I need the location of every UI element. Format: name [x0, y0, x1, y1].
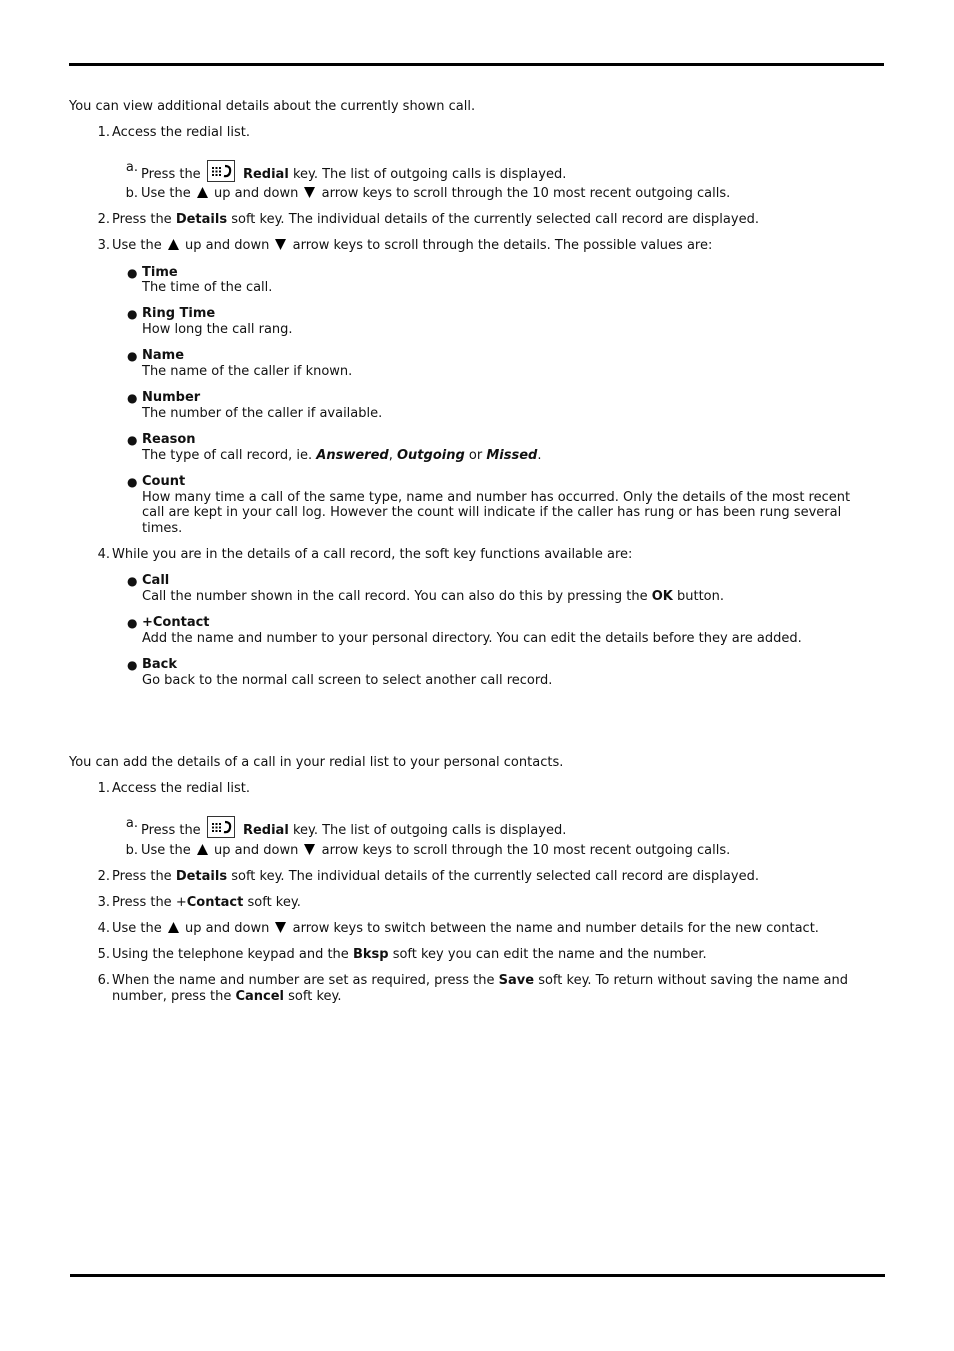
value-desc: The number of the caller if available.	[142, 406, 383, 421]
bullet-icon: ●	[127, 266, 138, 280]
substep-number: b.	[125, 186, 138, 201]
step-text	[112, 921, 819, 937]
missed-label: Missed	[486, 448, 538, 463]
term-label: Reason	[142, 432, 196, 447]
text-fragment: arrow keys to scroll through the 10 most recent outgoing calls.	[321, 843, 731, 858]
bullet-icon: ●	[127, 658, 138, 672]
step-number: 2.	[97, 212, 110, 227]
term-label: Back	[142, 657, 178, 672]
step-text	[112, 895, 301, 911]
value-term	[142, 390, 200, 406]
text-fragment: Use the	[141, 186, 191, 201]
value-term	[142, 432, 196, 448]
softkey-desc: Go back to the normal call screen to select another call record.	[142, 673, 553, 688]
text-fragment: key. The list of outgoing calls is displayed.	[292, 823, 567, 838]
text-fragment: ,	[388, 448, 393, 463]
text-fragment: The type of call record, ie.	[142, 448, 313, 463]
softkey-desc: Add the name and number to your personal directory. You can edit the details before they are added.	[142, 631, 802, 646]
bullet-icon: ●	[127, 307, 138, 321]
text-fragment: Using the telephone keypad and the	[112, 947, 349, 962]
value-term	[142, 265, 178, 281]
down-arrow-icon	[304, 844, 315, 855]
text-fragment: Press the +	[112, 895, 187, 910]
value-desc: times.	[142, 521, 183, 536]
softkey-term	[142, 573, 169, 589]
text-fragment: Press the	[112, 212, 172, 227]
bullet-icon: ●	[127, 349, 138, 363]
save-label: Save	[498, 973, 535, 988]
term-label: Ring Time	[142, 306, 216, 321]
text-fragment: soft key.	[247, 895, 301, 910]
substep-number: b.	[125, 843, 138, 858]
text-fragment: soft key. To return without saving the name and	[538, 973, 848, 988]
substep-text	[141, 816, 566, 839]
text-fragment: soft key.	[288, 989, 342, 1004]
section2-intro: You can add the details of a call in your redial list to your personal contacts.	[69, 755, 564, 770]
value-desc: How many time a call of the same type, name and number has occurred. Only the details of the most recent	[142, 490, 851, 505]
softkey-term	[142, 615, 210, 631]
value-term	[142, 474, 185, 490]
text-fragment: arrow keys to scroll through the 10 most recent outgoing calls.	[321, 186, 731, 201]
term-label: Call	[142, 573, 170, 588]
redial-label: Redial	[242, 167, 289, 182]
redial-label: Redial	[242, 823, 289, 838]
value-term	[142, 306, 215, 322]
step-text: Access the redial list.	[112, 781, 250, 796]
step-text	[112, 869, 759, 885]
bullet-icon: ●	[127, 475, 138, 489]
bullet-icon: ●	[127, 391, 138, 405]
text-fragment: When the name and number are set as required, press the	[112, 973, 495, 988]
bullet-icon: ●	[127, 616, 138, 630]
text-fragment: Press the	[141, 823, 201, 838]
redial-key-icon	[207, 160, 235, 182]
text-fragment: up and down	[185, 921, 270, 936]
text-fragment: Use the	[112, 238, 162, 253]
answered-label: Answered	[316, 448, 389, 463]
up-arrow-icon	[168, 239, 179, 250]
text-fragment: arrow keys to scroll through the details. The possible values are:	[292, 238, 713, 253]
term-label: Number	[142, 390, 201, 405]
step-text: While you are in the details of a call record, the soft key functions available are:	[112, 547, 633, 562]
step-text	[112, 238, 712, 254]
text-fragment: or	[468, 448, 483, 463]
section1-intro: You can view additional details about the currently shown call.	[69, 99, 476, 114]
down-arrow-icon	[275, 922, 286, 933]
softkey-desc	[142, 589, 724, 605]
down-arrow-icon	[275, 239, 286, 250]
substep-text	[141, 186, 730, 202]
ok-label: OK	[651, 589, 673, 604]
footer-rule	[70, 1274, 885, 1277]
text-fragment: soft key. The individual details of the currently selected call record are displayed.	[231, 212, 759, 227]
bullet-icon: ●	[127, 433, 138, 447]
step-number: 4.	[97, 547, 110, 562]
text-fragment: button.	[676, 589, 724, 604]
term-label: Time	[142, 265, 178, 280]
value-desc: The name of the caller if known.	[142, 364, 353, 379]
step-text	[112, 973, 848, 989]
term-label: Count	[142, 474, 186, 489]
up-arrow-icon	[197, 844, 208, 855]
text-fragment: Use the	[141, 843, 191, 858]
text-fragment: Call the number shown in the call record. You can also do this by pressing the	[142, 589, 648, 604]
down-arrow-icon	[304, 187, 315, 198]
text-fragment: .	[537, 448, 542, 463]
contact-label: Contact	[186, 895, 244, 910]
text-fragment: key. The list of outgoing calls is displayed.	[292, 167, 567, 182]
step-number: 5.	[97, 947, 110, 962]
value-desc: The time of the call.	[142, 280, 273, 295]
up-arrow-icon	[168, 922, 179, 933]
step-number: 1.	[97, 781, 110, 796]
details-label: Details	[175, 212, 228, 227]
outgoing-label: Outgoing	[397, 448, 465, 463]
value-term	[142, 348, 184, 364]
step-text	[112, 947, 707, 963]
step-text	[112, 989, 342, 1005]
cancel-label: Cancel	[235, 989, 285, 1004]
step-number: 2.	[97, 869, 110, 884]
details-label: Details	[175, 869, 228, 884]
value-desc: call are kept in your call log. However the count will indicate if the caller has rung or has been rung several	[142, 505, 842, 520]
substep-text	[141, 160, 566, 183]
text-fragment: Press the	[141, 167, 201, 182]
value-desc: How long the call rang.	[142, 322, 293, 337]
header-rule	[69, 63, 884, 66]
text-fragment: soft key. The individual details of the currently selected call record are displayed.	[231, 869, 759, 884]
text-fragment: up and down	[214, 843, 299, 858]
step-number: 3.	[97, 895, 110, 910]
text-fragment: up and down	[214, 186, 299, 201]
value-desc	[142, 448, 542, 464]
text-fragment: Use the	[112, 921, 162, 936]
bullet-icon: ●	[127, 574, 138, 588]
step-number: 3.	[97, 238, 110, 253]
step-text	[112, 212, 759, 228]
substep-number: a.	[125, 816, 138, 831]
text-fragment: arrow keys to switch between the name and number details for the new contact.	[292, 921, 819, 936]
text-fragment: number, press the	[112, 989, 232, 1004]
bksp-label: Bksp	[352, 947, 389, 962]
substep-text	[141, 843, 730, 859]
step-text: Access the redial list.	[112, 125, 250, 140]
step-number: 1.	[97, 125, 110, 140]
term-label: Name	[142, 348, 185, 363]
text-fragment: soft key you can edit the name and the number.	[392, 947, 707, 962]
term-label: +Contact	[142, 615, 210, 630]
substep-number: a.	[125, 160, 138, 175]
up-arrow-icon	[197, 187, 208, 198]
step-number: 6.	[97, 973, 110, 988]
text-fragment: Press the	[112, 869, 172, 884]
softkey-term	[142, 657, 177, 673]
redial-key-icon	[207, 816, 235, 838]
text-fragment: up and down	[185, 238, 270, 253]
step-number: 4.	[97, 921, 110, 936]
